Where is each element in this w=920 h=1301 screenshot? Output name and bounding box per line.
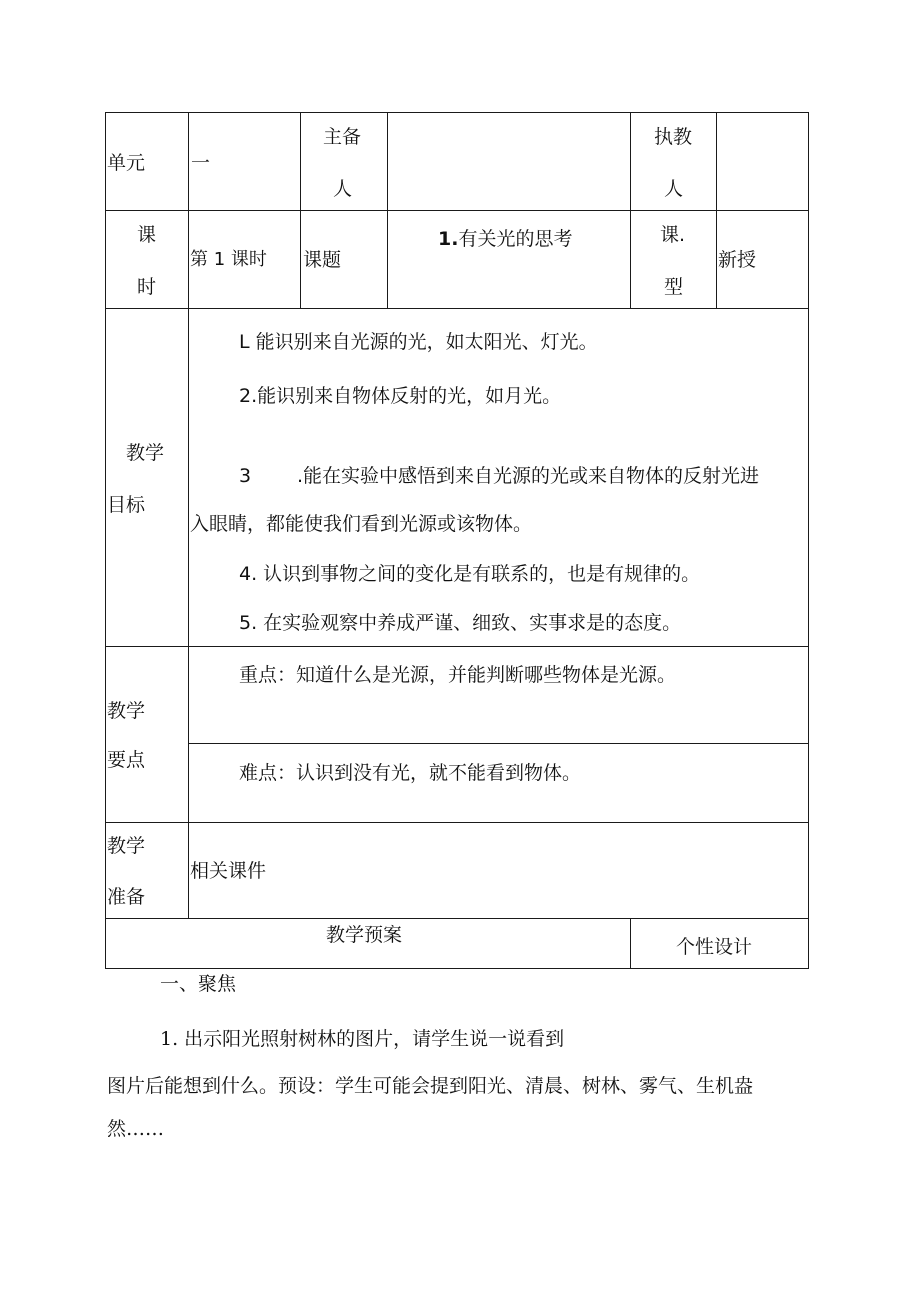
table-border-col3 [387, 112, 388, 309]
table-border-row1 [105, 210, 809, 211]
table-border-bottom [105, 968, 809, 969]
preparer-label-line2: 人 [333, 178, 353, 200]
keypoints-label-line1: 教学 [107, 700, 146, 722]
key-focus: 重点：知道什么是光源，并能判断哪些物体是光源。 [239, 664, 677, 686]
unit-value: 一 [191, 152, 211, 174]
paragraph-1-line2: 图片后能想到什么。预设：学生可能会提到阳光、清晨、树林、雾气、生机盎 [107, 1075, 754, 1097]
type-label-line2: 型 [664, 276, 684, 298]
table-border-row4 [105, 822, 809, 823]
table-border-col1 [188, 112, 189, 919]
table-border-right [808, 112, 809, 969]
preparation-label-line2: 准备 [107, 886, 146, 908]
table-border-col4 [630, 112, 631, 309]
table-border-keypoints-split [188, 743, 809, 744]
table-border-row2 [105, 308, 809, 309]
objectives-label-line1: 教学 [126, 442, 165, 464]
section-1-title: 一、聚焦 [160, 973, 237, 995]
keypoints-label-line2: 要点 [107, 749, 146, 771]
table-border-col2 [300, 112, 301, 309]
paragraph-1-line3: 然…… [107, 1118, 165, 1140]
period-value: 第 1 课时 [190, 249, 267, 270]
unit-label: 单元 [107, 152, 146, 174]
table-border-col4-bottom [630, 918, 631, 969]
plan-label: 教学预案 [326, 924, 403, 946]
objective-item-4: 4. 认识到事物之间的变化是有联系的，也是有规律的。 [239, 563, 701, 585]
objective-item-3-number: 3 [239, 465, 252, 487]
topic-title [438, 228, 572, 250]
period-label-line2: 时 [137, 276, 157, 298]
table-border-row3 [105, 646, 809, 647]
table-border-left [105, 112, 106, 969]
design-label: 个性设计 [676, 936, 753, 958]
objective-item-3-line2: 入眼睛，都能使我们看到光源或该物体。 [190, 513, 533, 535]
topic-value: 有关光的思考 [458, 228, 573, 250]
preparer-label-line1: 主备 [323, 126, 362, 148]
key-difficulty: 难点：认识到没有光，就不能看到物体。 [239, 762, 582, 784]
preparation-label-line1: 教学 [107, 835, 146, 857]
table-border-row5 [105, 918, 809, 919]
type-label-line1: 课. [660, 224, 686, 246]
table-border-col5 [716, 112, 717, 309]
teacher-label-line2: 人 [664, 178, 684, 200]
table-border-top [105, 112, 809, 113]
teacher-label-line1: 执教 [654, 126, 693, 148]
objective-item-2: 2.能识别来自物体反射的光，如月光。 [239, 385, 562, 407]
period-label-line1: 课 [137, 224, 157, 246]
objective-item-1: L 能识别来自光源的光，如太阳光、灯光。 [239, 331, 598, 353]
paragraph-1-line1: 1. 出示阳光照射树林的图片，请学生说一说看到 [160, 1028, 565, 1050]
preparation-value: 相关课件 [190, 860, 267, 882]
topic-number: 1. [438, 228, 459, 250]
objective-item-3-line1: .能在实验中感悟到来自光源的光或来自物体的反射光进 [297, 465, 760, 487]
type-value: 新授 [718, 249, 757, 271]
objective-item-5: 5. 在实验观察中养成严谨、细致、实事求是的态度。 [239, 612, 682, 634]
objectives-label-line2: 目标 [107, 494, 146, 516]
topic-label: 课题 [303, 249, 342, 271]
